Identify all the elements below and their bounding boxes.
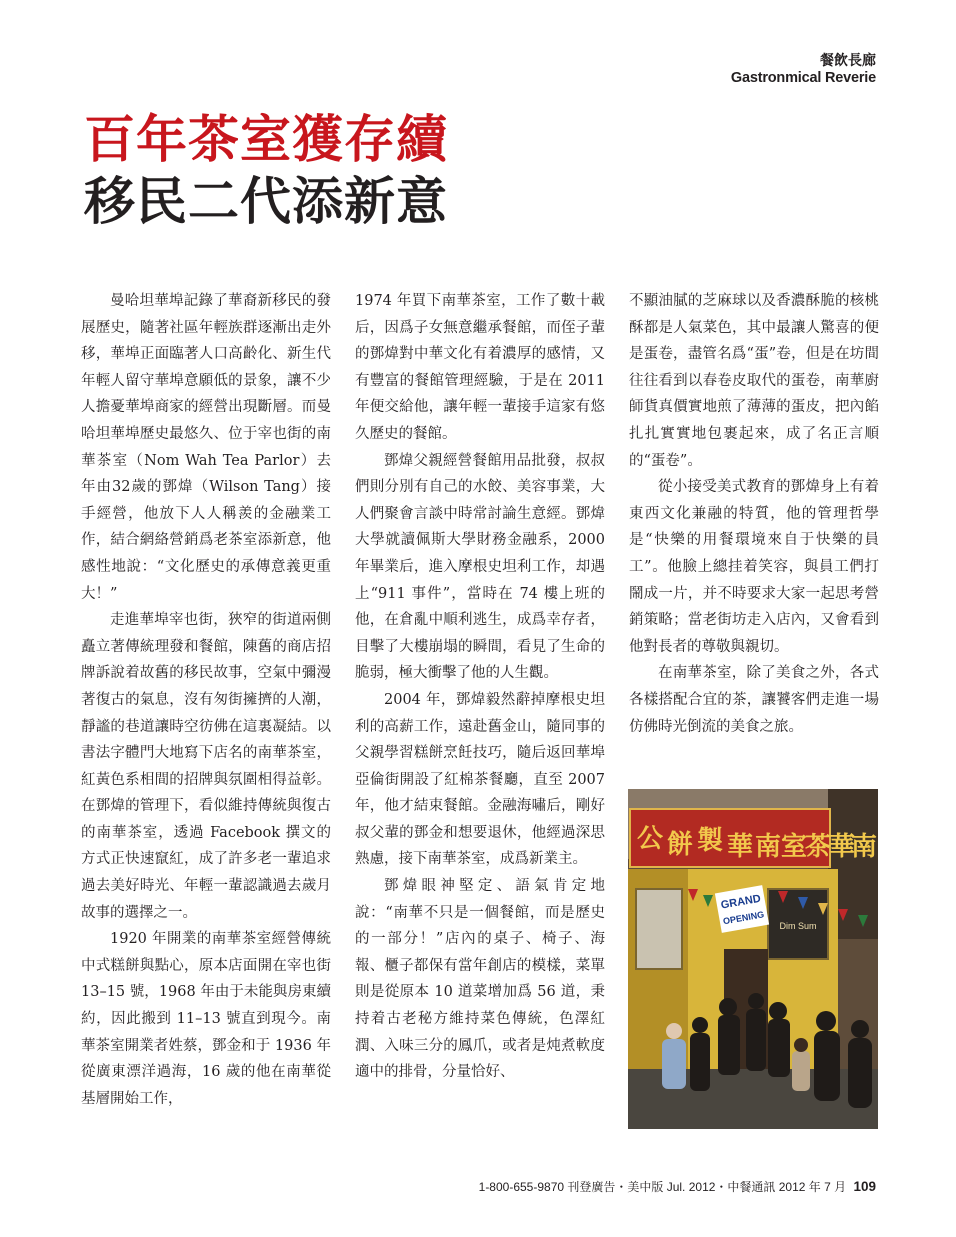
- paragraph: 從小接受美式教育的鄧煒身上有着東西文化兼融的特質，他的管理哲學是“快樂的用餐環境來自于快樂的員工”。他臉上總挂着笑容，與員工們打鬧成一片，并不時要求大家一起思考營銷策略；當老街坊走入店內，又會看到他對長者的尊敬與親切。: [629, 479, 879, 655]
- paragraph: 1920 年開業的南華茶室經營傳統中式糕餅與點心，原本店面開在宰也街 13–15 號，1968 年由于未能與房東續約，因此搬到 11–13 號直到現今。南華茶室開業者姓蔡，鄧金和于 1936 年從廣東漂洋過海，16 歲的他在南華從基層開始工作，: [81, 931, 331, 1107]
- dim-sum-text: Dim Sum: [779, 921, 817, 931]
- article-title-line1: 百年茶室獲存續: [84, 110, 449, 170]
- article-column-3: [629, 288, 879, 740]
- sign-char: 華: [828, 832, 856, 862]
- storefront-illustration: [628, 789, 878, 1129]
- page-footer: [479, 1178, 876, 1195]
- banner-text: OPENING: [722, 909, 765, 927]
- banner-text: GRAND: [719, 892, 762, 912]
- sign-char: 南: [754, 832, 782, 862]
- paragraph: 走進華埠宰也街，狹窄的街道兩側矗立著傳統理發和餐館，陳舊的商店招牌訴說着故舊的移民故事，空氣中彌漫著復古的氣息，沒有匆街擁擠的人潮，靜謐的巷道讓時空彷佛在這裏凝結。以書法字體門大地寫下店名的南華茶室，紅黃色系相間的招牌與氛圍相得益彰。在鄧煒的管理下，看似維持傳統與復古的南華茶室，透過 Facebook 撰文的方式正快速竄紅，成了許多老一輩追求過去美好時光、年輕一輩認識過去歲月故事的選擇之一。: [81, 612, 331, 921]
- footer-text: 1-800-655-9870 刊登廣告・美中版 Jul. 2012・中餐通訊 2012 年 7 月: [478, 1180, 847, 1194]
- sign-char: 華: [726, 832, 754, 862]
- paragraph: 在南華茶室，除了美食之外，各式各樣搭配合宜的茶，讓饕客們走進一場仿佛時光倒流的美食之旅。: [629, 665, 879, 735]
- paragraph: 不顯油膩的芝麻球以及香濃酥脆的核桃酥都是人氣菜色，其中最讓人驚喜的便是蛋卷，盡管名爲“蛋”卷，但是在坊間往往看到以春卷皮取代的蛋卷，南華廚師貨真價實地煎了薄薄的蛋皮，把內餡扎扎實實地包裹起來，成了名正言順的“蛋卷”。: [629, 293, 879, 469]
- sign-char: 製: [696, 826, 724, 856]
- section-label-zh: 餐飲長廊: [820, 53, 876, 69]
- paragraph: 鄧煒父親經營餐館用品批發，叔叔們則分別有自己的水餃、美容事業，大人們聚會言談中時常討論生意經。鄧煒大學就讀佩斯大學財務金融系，2000 年畢業后，進入摩根史坦利工作，却遇上“911 事件”，當時在 74 樓上班的他，在倉亂中順利逃生，成爲幸存者，目擊了大樓崩塌的瞬間，看見了生命的脆弱，極大衝擊了他的人生觀。: [355, 452, 605, 682]
- paragraph: 鄧煒眼神堅定、語氣肯定地說：“南華不只是一個餐館，而是歷史的一部分！”店內的桌子、椅子、海報、櫃子都保有當年創店的模樣，菜單則是從原本 10 道菜增加爲 56 道，秉持着古老秘方維持菜色傳統，色澤紅潤、入味三分的鳳爪，或者是炖煮軟度適中的排骨，分量恰好、: [355, 878, 605, 1081]
- paragraph: 曼哈坦華埠記錄了華裔新移民的發展歷史，隨著社區年輕族群逐漸出走外移，華埠正面臨著人口高齡化、新生代年輕人留守華埠意願低的景象，讓不少人擔憂華埠商家的經營出現斷層。而曼哈坦華埠歷史最悠久、位于宰也街的南華茶室（Nom Wah Tea Parlor）去年由32歲的鄧煒（Wilson Tang）接手經營，他放下人人稱羨的金融業工作，結合網絡營銷爲老茶室添新意，他感性地說：“文化歷史的承傳意義更重大！”: [81, 293, 331, 602]
- sign-char: 南: [850, 832, 878, 862]
- sign-char: 茶: [804, 832, 832, 862]
- sign-char: 室: [780, 832, 808, 862]
- paragraph: 1974 年買下南華茶室，工作了數十載后，因爲子女無意繼承餐館，而侄子輩的鄧煒對中華文化有着濃厚的感情，又有豐富的餐館管理經驗，于是在 2011 年便交給他，讓年輕一輩接手這家有悠久歷史的餐館。: [355, 293, 605, 442]
- page-number: 109: [853, 1179, 876, 1194]
- article-title-line2: 移民二代添新意: [84, 172, 449, 232]
- paragraph: 2004 年，鄧煒毅然辭掉摩根史坦利的高薪工作，遠赴舊金山，隨同事的父親學習糕餅烹飪技巧，隨后返回華埠亞倫街開設了紅棉茶餐廳，直至 2007 年，他才結束餐館。金融海嘯后，剛好叔父輩的鄧金和想要退休，他經過深思熟慮，接下南華茶室，成爲新業主。: [355, 691, 605, 868]
- article-column-1: [81, 288, 331, 1112]
- article-column-2: [355, 288, 605, 1086]
- sign-char: 公: [636, 824, 664, 854]
- section-label-en: Gastronmical Reverie: [730, 70, 876, 86]
- storefront-photo: [628, 789, 878, 1129]
- sign-char: 餅: [666, 830, 694, 860]
